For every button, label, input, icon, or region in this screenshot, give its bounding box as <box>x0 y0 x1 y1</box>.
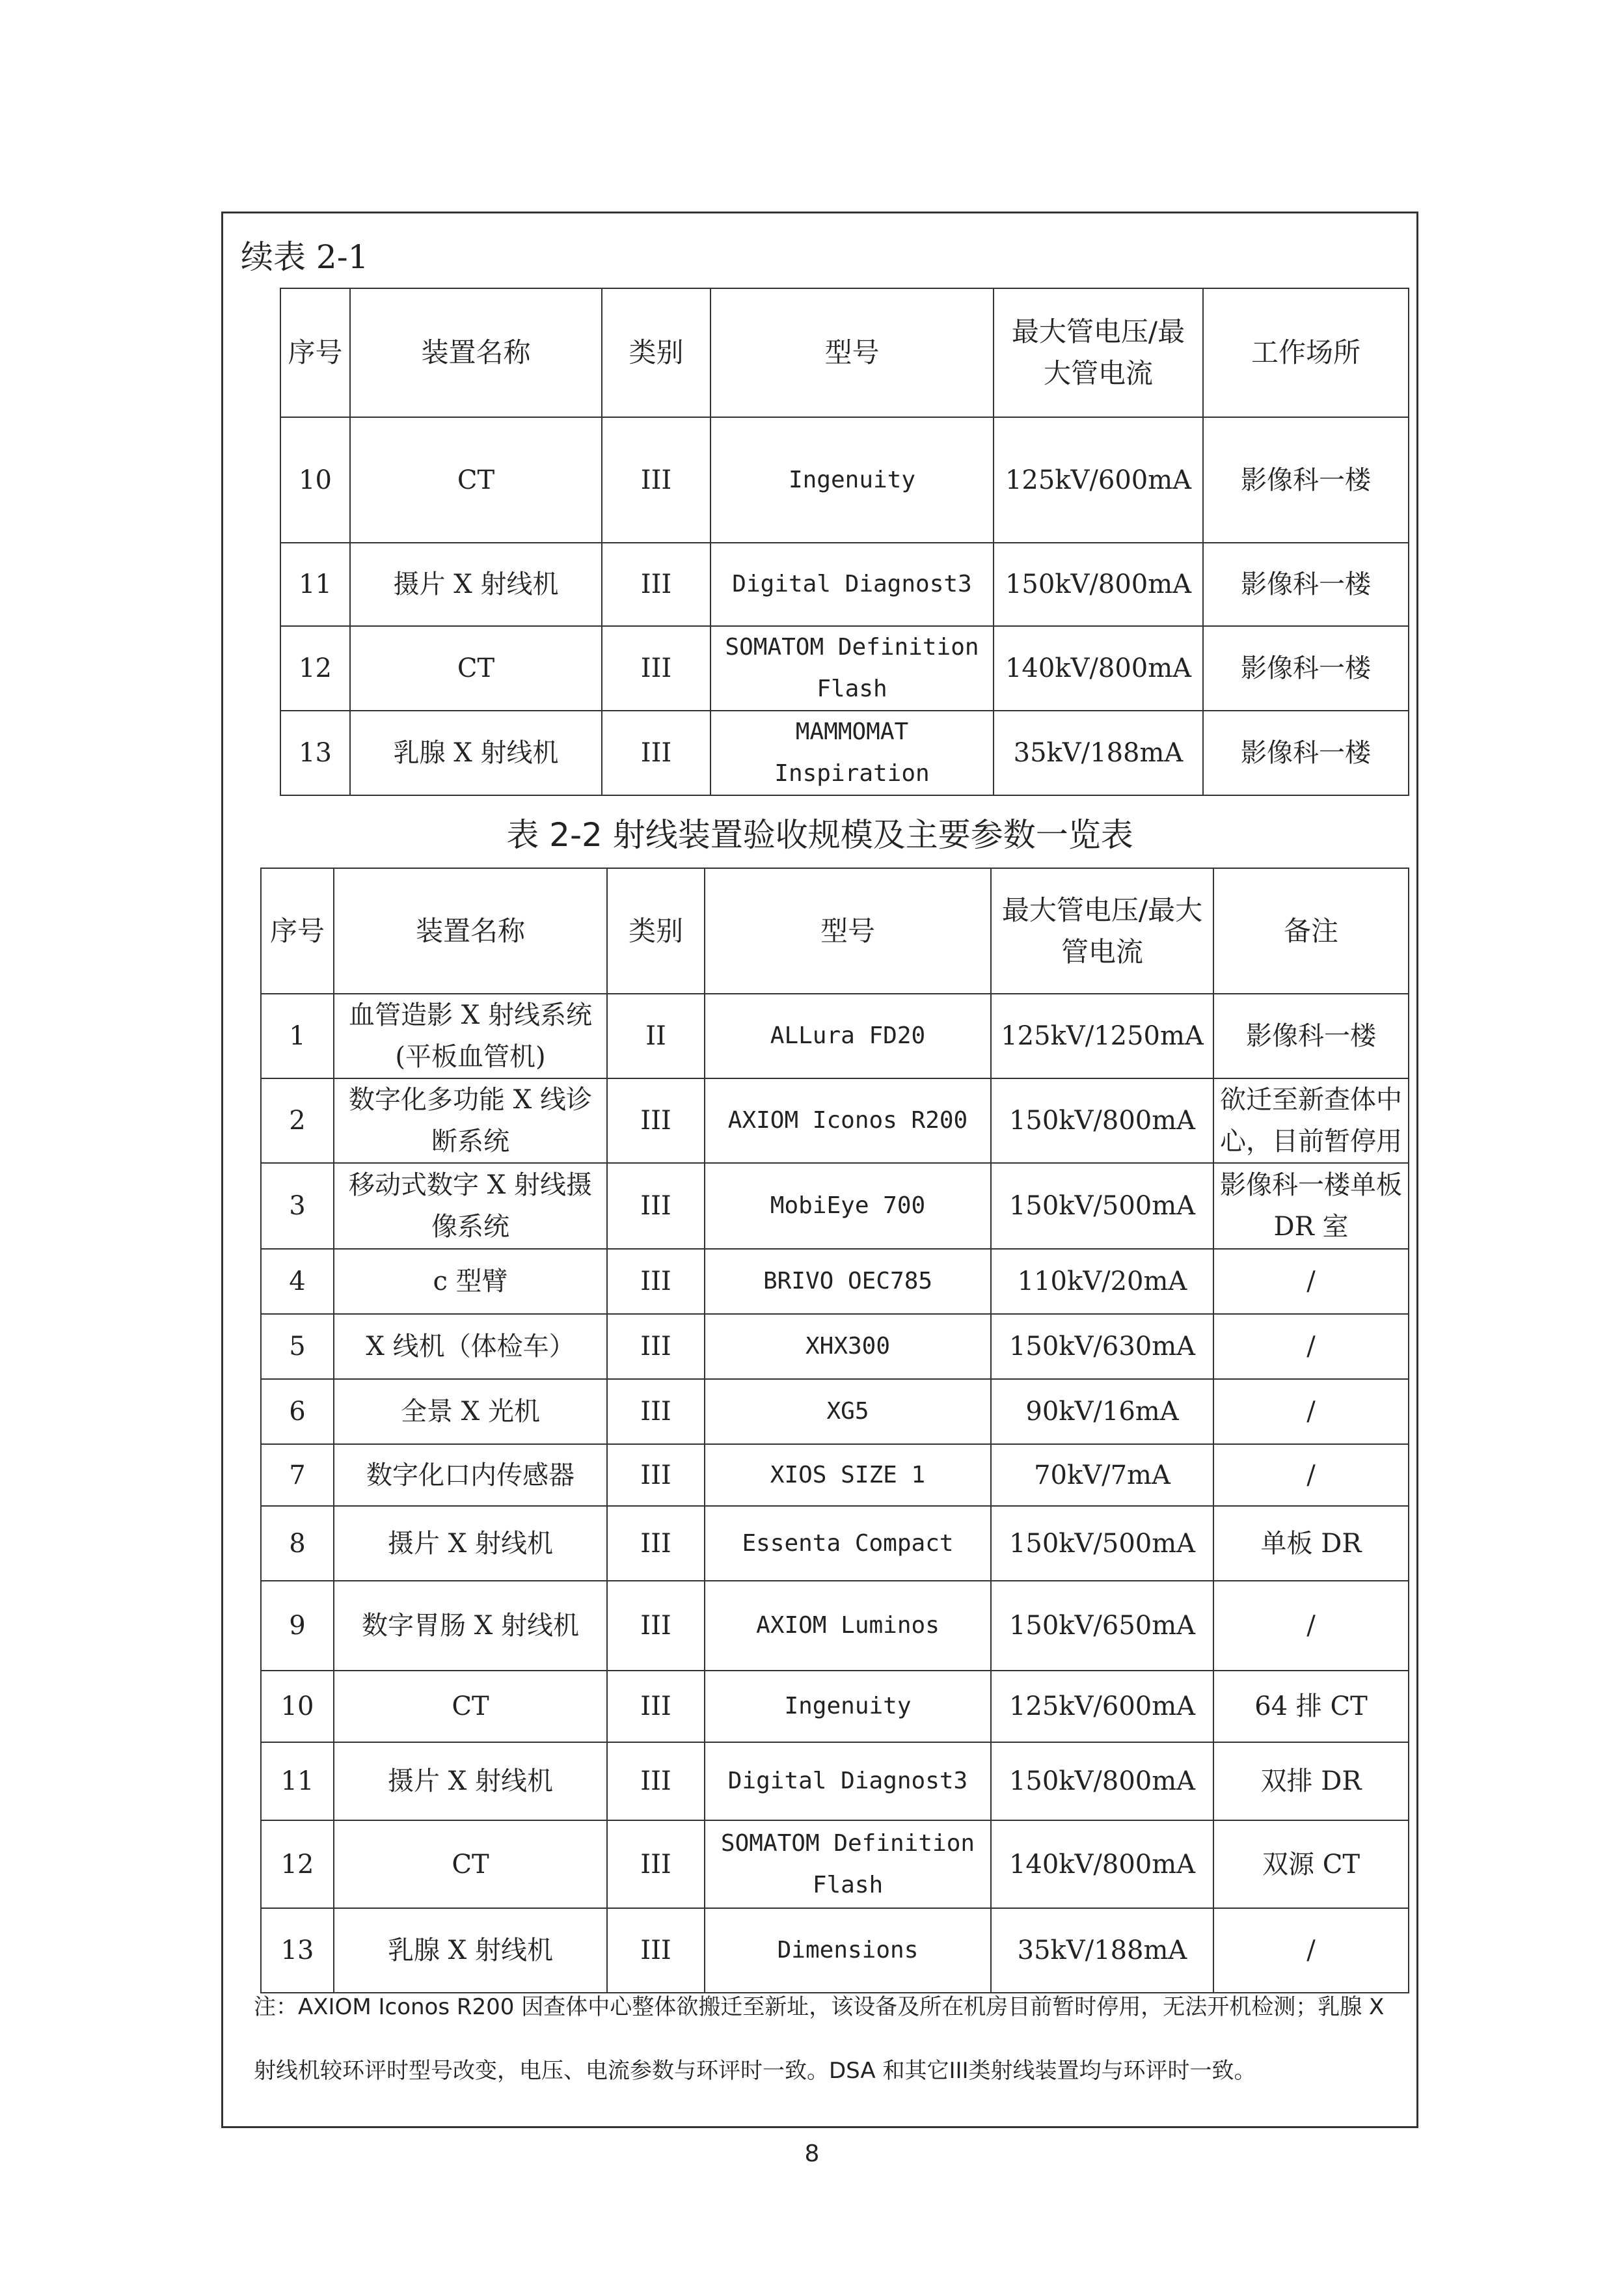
cell-seq: 13 <box>261 1908 334 1993</box>
table-row <box>261 1444 1409 1506</box>
cell-category: III <box>607 1671 705 1742</box>
table1-header-row <box>280 288 1409 417</box>
cell-device-name: X 线机（体检车） <box>334 1314 607 1379</box>
cell-category: III <box>607 1249 705 1314</box>
cell-device-name: CT <box>350 626 602 711</box>
table2-title: 表 2-2 射线装置验收规模及主要参数一览表 <box>506 816 1133 854</box>
cell-category: III <box>602 626 710 711</box>
table-row <box>261 1314 1409 1379</box>
cell-model: MobiEye 700 <box>705 1163 991 1249</box>
cell-remarks: 影像科一楼 <box>1213 994 1409 1078</box>
cell-voltage-current: 140kV/800mA <box>994 626 1203 711</box>
table-row <box>261 1820 1409 1908</box>
cell-device-name: CT <box>334 1820 607 1908</box>
cell-device-name: 乳腺 X 射线机 <box>334 1908 607 1993</box>
cell-seq: 12 <box>280 626 350 711</box>
cell-device-name: CT <box>334 1671 607 1742</box>
cell-category: III <box>607 1820 705 1908</box>
header-work-location: 工作场所 <box>1203 288 1409 417</box>
cell-seq: 9 <box>261 1581 334 1671</box>
cell-seq: 1 <box>261 994 334 1078</box>
cell-remarks: 欲迁至新查体中心，目前暂停用 <box>1213 1078 1409 1163</box>
cell-category: III <box>607 1908 705 1993</box>
cell-model: SOMATOM Definition Flash <box>705 1820 991 1908</box>
cell-voltage-current: 150kV/800mA <box>991 1742 1213 1820</box>
page-number: 8 <box>804 2140 820 2167</box>
cell-voltage-current: 150kV/500mA <box>991 1506 1213 1581</box>
cell-voltage-current: 35kV/188mA <box>991 1908 1213 1993</box>
cell-device-name: 数字化多功能 X 线诊断系统 <box>334 1078 607 1163</box>
footnote: 注：AXIOM Iconos R200 因查体中心整体欲搬迁至新址，该设备及所在机房目前暂时停用，无法开机检测；乳腺 X 射线机较环评时型号改变，电压、电流参数与环评时一致。DSA 和其它III类射线装置均与环评时一致。 <box>254 1994 1385 2084</box>
cell-voltage-current: 70kV/7mA <box>991 1444 1213 1506</box>
table-row <box>280 711 1409 795</box>
cell-remarks: / <box>1213 1908 1409 1993</box>
header-category: 类别 <box>602 288 710 417</box>
cell-category: III <box>607 1506 705 1581</box>
cell-seq: 13 <box>280 711 350 795</box>
cell-remarks: / <box>1213 1581 1409 1671</box>
cell-device-name: 移动式数字 X 射线摄像系统 <box>334 1163 607 1249</box>
cell-voltage-current: 35kV/188mA <box>994 711 1203 795</box>
cell-category: III <box>607 1379 705 1444</box>
cell-model: XG5 <box>705 1379 991 1444</box>
cell-seq: 10 <box>261 1671 334 1742</box>
cell-device-name: 全景 X 光机 <box>334 1379 607 1444</box>
cell-voltage-current: 150kV/650mA <box>991 1581 1213 1671</box>
header-seq: 序号 <box>280 288 350 417</box>
cell-device-name: CT <box>350 417 602 543</box>
cell-device-name: 乳腺 X 射线机 <box>350 711 602 795</box>
cell-remarks: / <box>1213 1444 1409 1506</box>
cell-model: XHX300 <box>705 1314 991 1379</box>
cell-location: 影像科一楼 <box>1203 711 1409 795</box>
header-model: 型号 <box>710 288 994 417</box>
cell-category: III <box>607 1742 705 1820</box>
cell-model: Ingenuity <box>710 417 994 543</box>
cell-voltage-current: 125kV/1250mA <box>991 994 1213 1078</box>
cell-location: 影像科一楼 <box>1203 626 1409 711</box>
table-row <box>261 1379 1409 1444</box>
table2 <box>260 868 1409 1993</box>
table-row <box>280 417 1409 543</box>
cell-remarks: 双源 CT <box>1213 1820 1409 1908</box>
cell-category: II <box>607 994 705 1078</box>
cell-model: AXIOM Luminos <box>705 1581 991 1671</box>
cell-device-name: 摄片 X 射线机 <box>334 1506 607 1581</box>
cell-model: Dimensions <box>705 1908 991 1993</box>
cell-remarks: 64 排 CT <box>1213 1671 1409 1742</box>
cell-category: III <box>602 711 710 795</box>
header-category: 类别 <box>607 868 705 994</box>
cell-device-name: 摄片 X 射线机 <box>350 543 602 626</box>
table-row <box>261 1742 1409 1820</box>
cell-seq: 12 <box>261 1820 334 1908</box>
cell-remarks: / <box>1213 1379 1409 1444</box>
cell-device-name: c 型臂 <box>334 1249 607 1314</box>
cell-remarks: 单板 DR <box>1213 1506 1409 1581</box>
cell-seq: 11 <box>280 543 350 626</box>
header-seq: 序号 <box>261 868 334 994</box>
header-max-voltage-current: 最大管电压/最大管电流 <box>994 288 1203 417</box>
cell-remarks: / <box>1213 1314 1409 1379</box>
table-row <box>261 1671 1409 1742</box>
cell-remarks: / <box>1213 1249 1409 1314</box>
table1-title: 续表 2-1 <box>241 238 369 276</box>
table2-header-row <box>261 868 1409 994</box>
cell-model: AXIOM Iconos R200 <box>705 1078 991 1163</box>
cell-voltage-current: 150kV/800mA <box>994 543 1203 626</box>
header-model: 型号 <box>705 868 991 994</box>
cell-model: Essenta Compact <box>705 1506 991 1581</box>
cell-category: III <box>607 1078 705 1163</box>
cell-seq: 8 <box>261 1506 334 1581</box>
cell-category: III <box>607 1163 705 1249</box>
table-row <box>280 543 1409 626</box>
cell-voltage-current: 150kV/800mA <box>991 1078 1213 1163</box>
cell-model: SOMATOM Definition Flash <box>710 626 994 711</box>
table-row <box>261 994 1409 1078</box>
table-row <box>261 1163 1409 1249</box>
header-device-name: 装置名称 <box>350 288 602 417</box>
cell-voltage-current: 125kV/600mA <box>994 417 1203 543</box>
cell-model: ALLura FD20 <box>705 994 991 1078</box>
cell-category: III <box>602 417 710 543</box>
cell-model: XIOS SIZE 1 <box>705 1444 991 1506</box>
cell-device-name: 血管造影 X 射线系统(平板血管机) <box>334 994 607 1078</box>
cell-model: Digital Diagnost3 <box>710 543 994 626</box>
cell-model: Digital Diagnost3 <box>705 1742 991 1820</box>
cell-location: 影像科一楼 <box>1203 417 1409 543</box>
cell-seq: 7 <box>261 1444 334 1506</box>
cell-voltage-current: 150kV/630mA <box>991 1314 1213 1379</box>
cell-seq: 3 <box>261 1163 334 1249</box>
cell-category: III <box>607 1581 705 1671</box>
cell-voltage-current: 150kV/500mA <box>991 1163 1213 1249</box>
cell-remarks: 影像科一楼单板 DR 室 <box>1213 1163 1409 1249</box>
header-device-name: 装置名称 <box>334 868 607 994</box>
cell-seq: 11 <box>261 1742 334 1820</box>
cell-device-name: 摄片 X 射线机 <box>334 1742 607 1820</box>
cell-voltage-current: 110kV/20mA <box>991 1249 1213 1314</box>
cell-model: MAMMOMAT Inspiration <box>710 711 994 795</box>
header-max-voltage-current: 最大管电压/最大管电流 <box>991 868 1213 994</box>
cell-category: III <box>607 1314 705 1379</box>
table-row <box>280 626 1409 711</box>
cell-seq: 2 <box>261 1078 334 1163</box>
cell-device-name: 数字胃肠 X 射线机 <box>334 1581 607 1671</box>
cell-category: III <box>607 1444 705 1506</box>
cell-seq: 4 <box>261 1249 334 1314</box>
cell-voltage-current: 125kV/600mA <box>991 1671 1213 1742</box>
cell-device-name: 数字化口内传感器 <box>334 1444 607 1506</box>
table-row <box>261 1581 1409 1671</box>
cell-seq: 6 <box>261 1379 334 1444</box>
cell-voltage-current: 140kV/800mA <box>991 1820 1213 1908</box>
cell-seq: 5 <box>261 1314 334 1379</box>
table-row <box>261 1506 1409 1581</box>
cell-seq: 10 <box>280 417 350 543</box>
cell-model: BRIVO OEC785 <box>705 1249 991 1314</box>
table-row <box>261 1078 1409 1163</box>
cell-model: Ingenuity <box>705 1671 991 1742</box>
cell-category: III <box>602 543 710 626</box>
table1 <box>280 288 1409 796</box>
cell-voltage-current: 90kV/16mA <box>991 1379 1213 1444</box>
cell-remarks: 双排 DR <box>1213 1742 1409 1820</box>
table-row <box>261 1249 1409 1314</box>
cell-location: 影像科一楼 <box>1203 543 1409 626</box>
header-remarks: 备注 <box>1213 868 1409 994</box>
